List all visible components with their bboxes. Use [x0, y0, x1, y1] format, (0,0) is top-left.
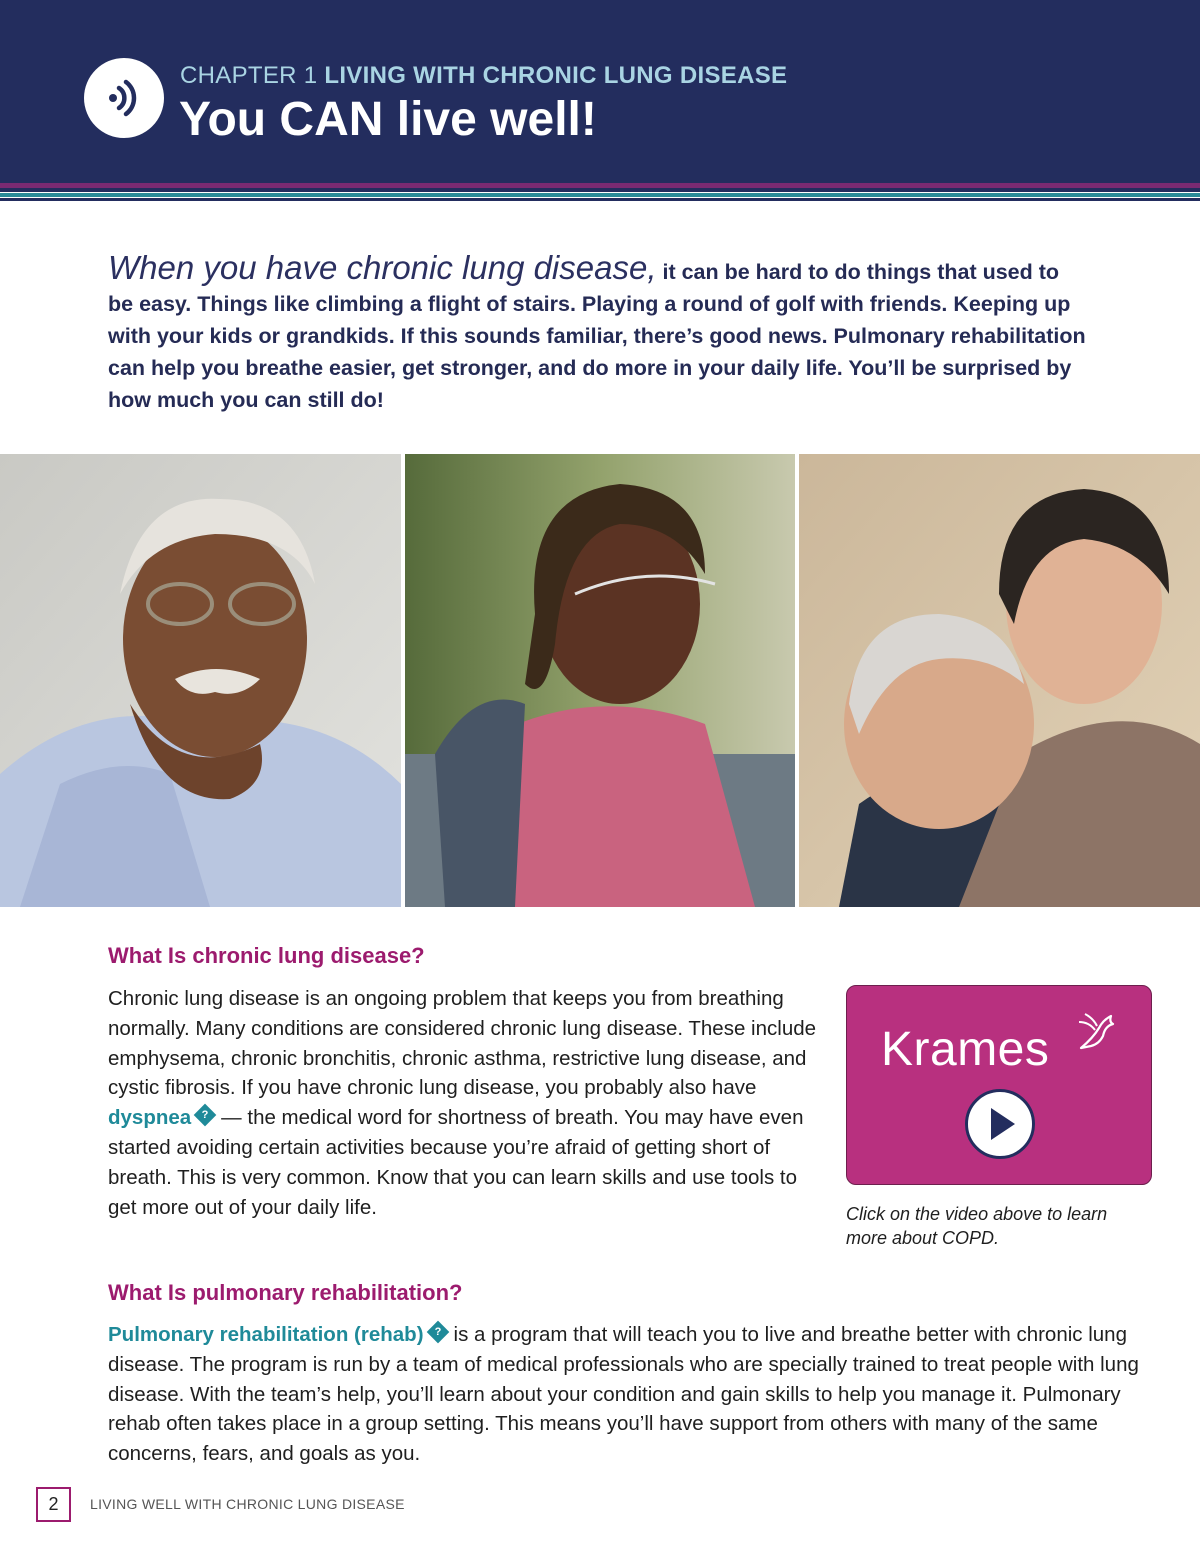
glossary-info-icon[interactable]: ?	[426, 1321, 449, 1344]
page-number: 2	[36, 1487, 71, 1522]
intro-paragraph	[108, 249, 1088, 416]
photo-older-couple-hugging	[799, 454, 1200, 907]
section2-paragraph	[108, 1320, 1148, 1469]
section2-text: is a program that will teach you to live and breathe better with chronic lung disease. The program is run by a team of medical professionals who are specially trained to treat people with lung disease. With the team’s help, you’ll learn about your condition and gain skills to help you manage it. Pulmonary rehab often takes place in a group setting. This means you’ll have support from others with many of the same concerns, fears, and goals as you.	[108, 1323, 1139, 1466]
audio-speaker-icon[interactable]	[84, 58, 164, 138]
header-stripe	[0, 188, 1200, 192]
photo-woman-with-oxygen	[405, 454, 795, 907]
heading-what-is-pulmonary-rehabilitation: What Is pulmonary rehabilitation?	[108, 1280, 463, 1305]
glossary-link-dyspnea[interactable]: dyspnea	[108, 1106, 192, 1130]
glossary-link-pulmonary-rehabilitation[interactable]: Pulmonary rehabilitation (rehab)	[108, 1323, 424, 1346]
chapter-number: CHAPTER 1	[180, 62, 318, 89]
intro-lead: When you have chronic lung disease,	[108, 249, 657, 286]
header-stripe	[0, 198, 1200, 201]
video-caption: Click on the video above to learn more about COPD.	[846, 1204, 1108, 1248]
glossary-info-icon[interactable]: ?	[194, 1104, 217, 1127]
play-icon[interactable]	[965, 1089, 1035, 1159]
section1-text: Chronic lung disease is an ongoing problem that keeps you from breathing normally. Many conditions are considered chronic lung disease. These include emphysema, chronic bronchitis, chronic asthma, restrictive lung disease, and cystic fibrosis. If you have chronic lung disease, you probably also have	[108, 987, 817, 1100]
heading-what-is-chronic-lung-disease: What Is chronic lung disease?	[108, 943, 425, 968]
section1-text-continued: — the medical word for shortness of breath. You may have even started avoiding certain activities because you’re afraid of getting short of breath. This is very common. Know that you can learn skills and use tools to get more out of your daily life.	[108, 1106, 804, 1219]
header-stripe	[0, 193, 1200, 197]
photo-older-man-thinking	[0, 454, 401, 907]
footer-title: LIVING WELL WITH CHRONIC LUNG DISEASE	[90, 1496, 405, 1512]
section1-paragraph	[108, 984, 818, 1222]
hummingbird-logo-icon	[1075, 1008, 1121, 1054]
krames-logo: Krames	[881, 1023, 1050, 1076]
page-title: You CAN live well!	[179, 93, 597, 146]
video-player[interactable]	[846, 985, 1152, 1185]
chapter-label	[180, 62, 787, 90]
chapter-name: LIVING WITH CHRONIC LUNG DISEASE	[324, 62, 788, 89]
intro-text: it can be hard to do things that used to be easy. Things like climbing a flight of stairs. Playing a round of golf with friends. Keeping up with your kids or grandkids. If this sounds familiar, there’s good news. Pulmonary rehabilitation can help you breathe easier, get stronger, and do more in your daily life. You’ll be surprised by how much you can still do!	[108, 260, 1086, 412]
